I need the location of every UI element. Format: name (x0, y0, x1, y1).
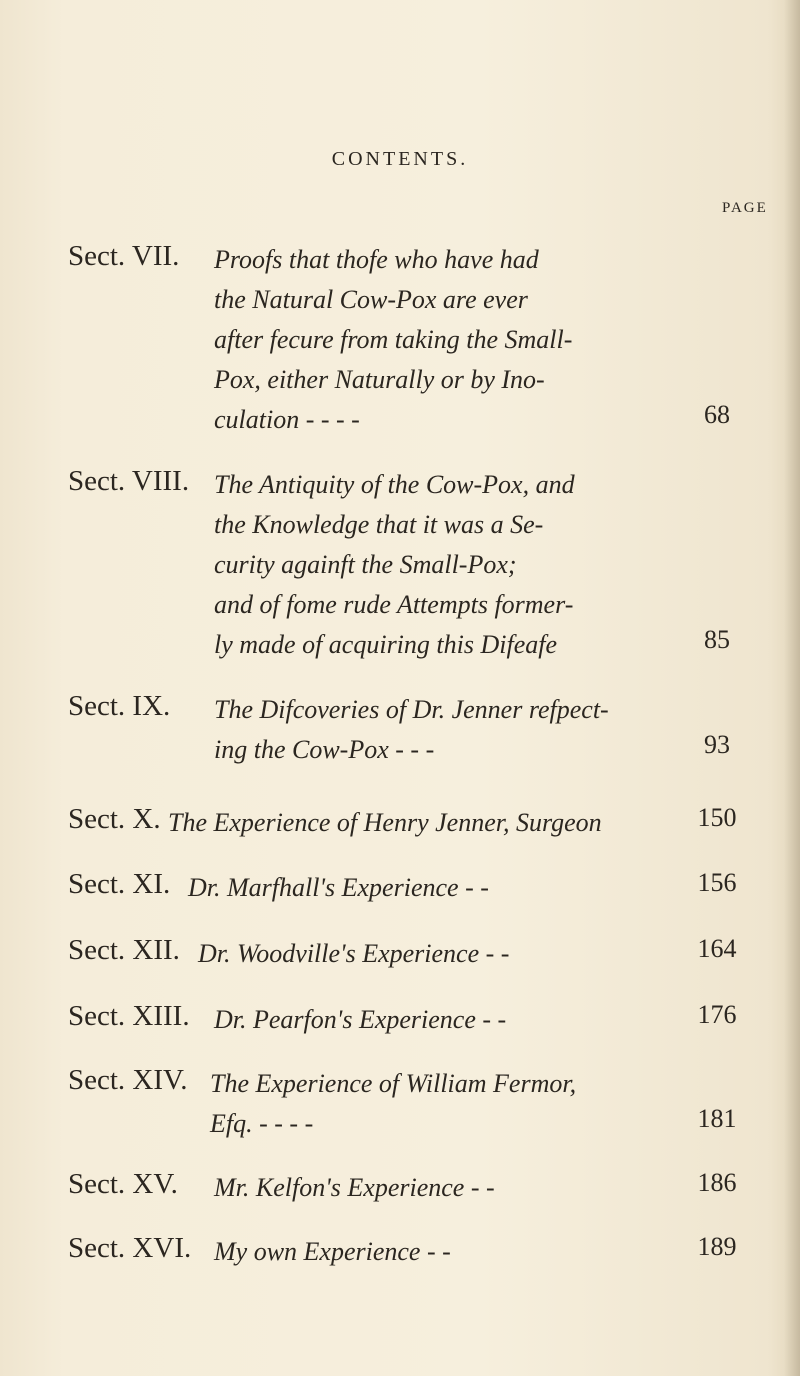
page-edge-shadow (784, 0, 800, 1376)
section-label: Sect. XVI. (68, 1232, 192, 1264)
section-label: Sect. VIII. (68, 465, 190, 497)
section-label: Sect. XIV. (68, 1064, 188, 1096)
title-line: curity againft the Small-Pox; (214, 550, 517, 579)
title-line: ly made of acquiring this Difeafe (214, 630, 558, 659)
title-line: after fecure from taking the Small- (214, 325, 573, 354)
page-number: 85 (704, 625, 730, 654)
page-number: 181 (697, 1104, 737, 1133)
section-label: Sect. XII. (68, 934, 180, 966)
title-line: Pox, either Naturally or by Ino- (214, 365, 545, 394)
title-line: The Experience of Henry Jenner, Surgeon (168, 808, 602, 837)
title-line: the Natural Cow-Pox are ever (214, 285, 528, 314)
section-title (214, 465, 684, 665)
page-number: 156 (697, 868, 737, 897)
section-title (214, 1000, 684, 1040)
section-label: Sect. XIII. (68, 1000, 190, 1032)
title-line: Mr. Kelfon's Experience - - (214, 1173, 495, 1202)
section-label: Sect. IX. (68, 690, 171, 722)
section-title (210, 1064, 680, 1144)
title-line: The Difcoveries of Dr. Jenner refpect- (214, 695, 609, 724)
title-line: The Experience of William Fermor, (210, 1069, 577, 1098)
page-number: 186 (697, 1168, 737, 1197)
title-line: Proofs that thofe who have had (214, 245, 539, 274)
section-title (214, 1232, 684, 1272)
section-title (188, 868, 658, 908)
title-line: ing the Cow-Pox - - - (214, 735, 435, 764)
section-title (214, 690, 684, 770)
title-line: Dr. Pearfon's Experience - - (214, 1005, 507, 1034)
title-line: Dr. Woodville's Experience - - (198, 939, 510, 968)
title-line: The Antiquity of the Cow-Pox, and (214, 470, 575, 499)
title-line: and of fome rude Attempts former- (214, 590, 574, 619)
page-number: 93 (704, 730, 730, 759)
title-line: Dr. Marfhall's Experience - - (188, 873, 489, 902)
title-line: Efq. - - - - (210, 1109, 314, 1138)
section-title (198, 934, 668, 974)
section-label: Sect. XI. (68, 868, 171, 900)
section-title (214, 240, 684, 440)
title-line: the Knowledge that it was a Se- (214, 510, 544, 539)
page-number: 189 (697, 1232, 737, 1261)
title-line: culation - - - - (214, 405, 360, 434)
page-title: CONTENTS. (331, 148, 469, 170)
page-number: 176 (697, 1000, 737, 1029)
page-number: 150 (697, 803, 737, 832)
section-label: Sect. X. (68, 803, 161, 835)
section-title (168, 803, 638, 843)
page-number: 68 (704, 400, 730, 429)
page-column-heading: PAGE (722, 200, 768, 216)
section-title (214, 1168, 684, 1208)
title-line: My own Experience - - (214, 1237, 451, 1266)
section-label: Sect. XV. (68, 1168, 178, 1200)
page-number: 164 (697, 934, 737, 963)
section-label: Sect. VII. (68, 240, 180, 272)
